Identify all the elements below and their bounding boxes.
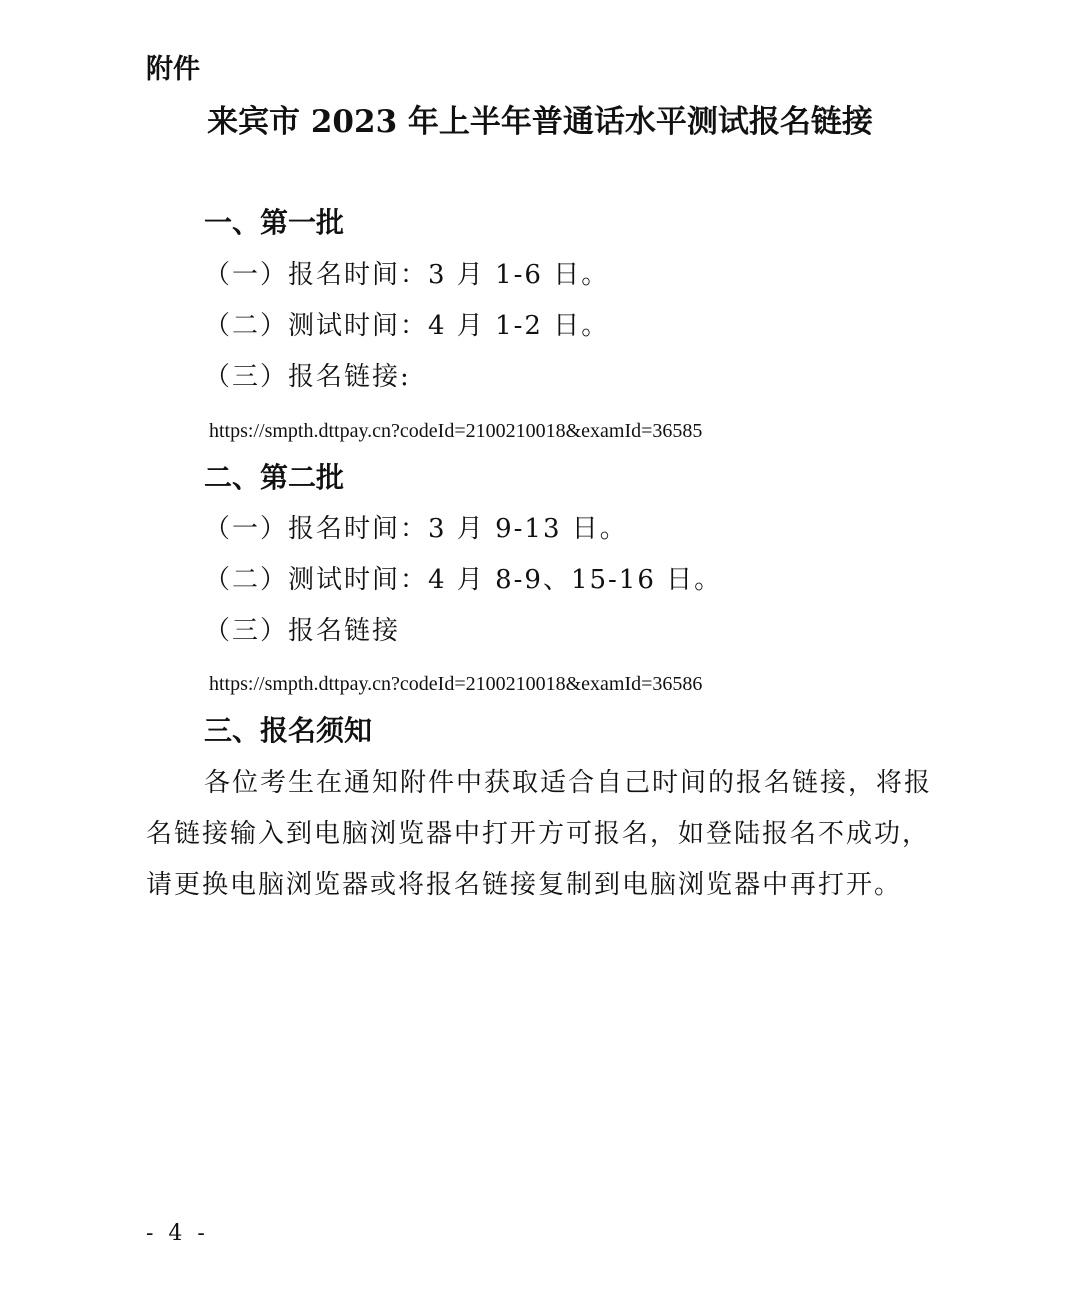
page-number: - 4 - xyxy=(146,1221,209,1246)
batch2-registration-time: （一）报名时间：3 月 9-13 日。 xyxy=(204,514,628,544)
batch1-link-label: （三）报名链接: xyxy=(204,362,411,392)
batch2-link-label: （三）报名链接 xyxy=(204,616,401,646)
notice-paragraph-line: 名链接输入到电脑浏览器中打开方可报名，如登陆报名不成功， xyxy=(146,819,931,849)
notice-heading: 三、报名须知 xyxy=(204,714,373,747)
attachment-label: 附件 xyxy=(146,54,200,85)
notice-paragraph-line: 请更换电脑浏览器或将报名链接复制到电脑浏览器中再打开。 xyxy=(146,870,903,900)
batch1-test-time: （二）测试时间：4 月 1-2 日。 xyxy=(204,311,610,341)
batch1-registration-time: （一）报名时间：3 月 1-6 日。 xyxy=(204,260,610,290)
batch1-link-url[interactable]: https://smpth.dttpay.cn?codeId=2100210018&examId=36585 xyxy=(209,420,703,442)
document-title: 来宾市 2023 年上半年普通话水平测试报名链接 xyxy=(207,104,873,140)
batch1-heading: 一、第一批 xyxy=(204,206,345,239)
notice-paragraph-line: 各位考生在通知附件中获取适合自己时间的报名链接，将报 xyxy=(204,768,933,798)
batch2-link-url[interactable]: https://smpth.dttpay.cn?codeId=2100210018&examId=36586 xyxy=(209,673,703,695)
batch2-heading: 二、第二批 xyxy=(204,461,345,494)
batch2-test-time: （二）测试时间：4 月 8-9、15-16 日。 xyxy=(204,565,723,595)
